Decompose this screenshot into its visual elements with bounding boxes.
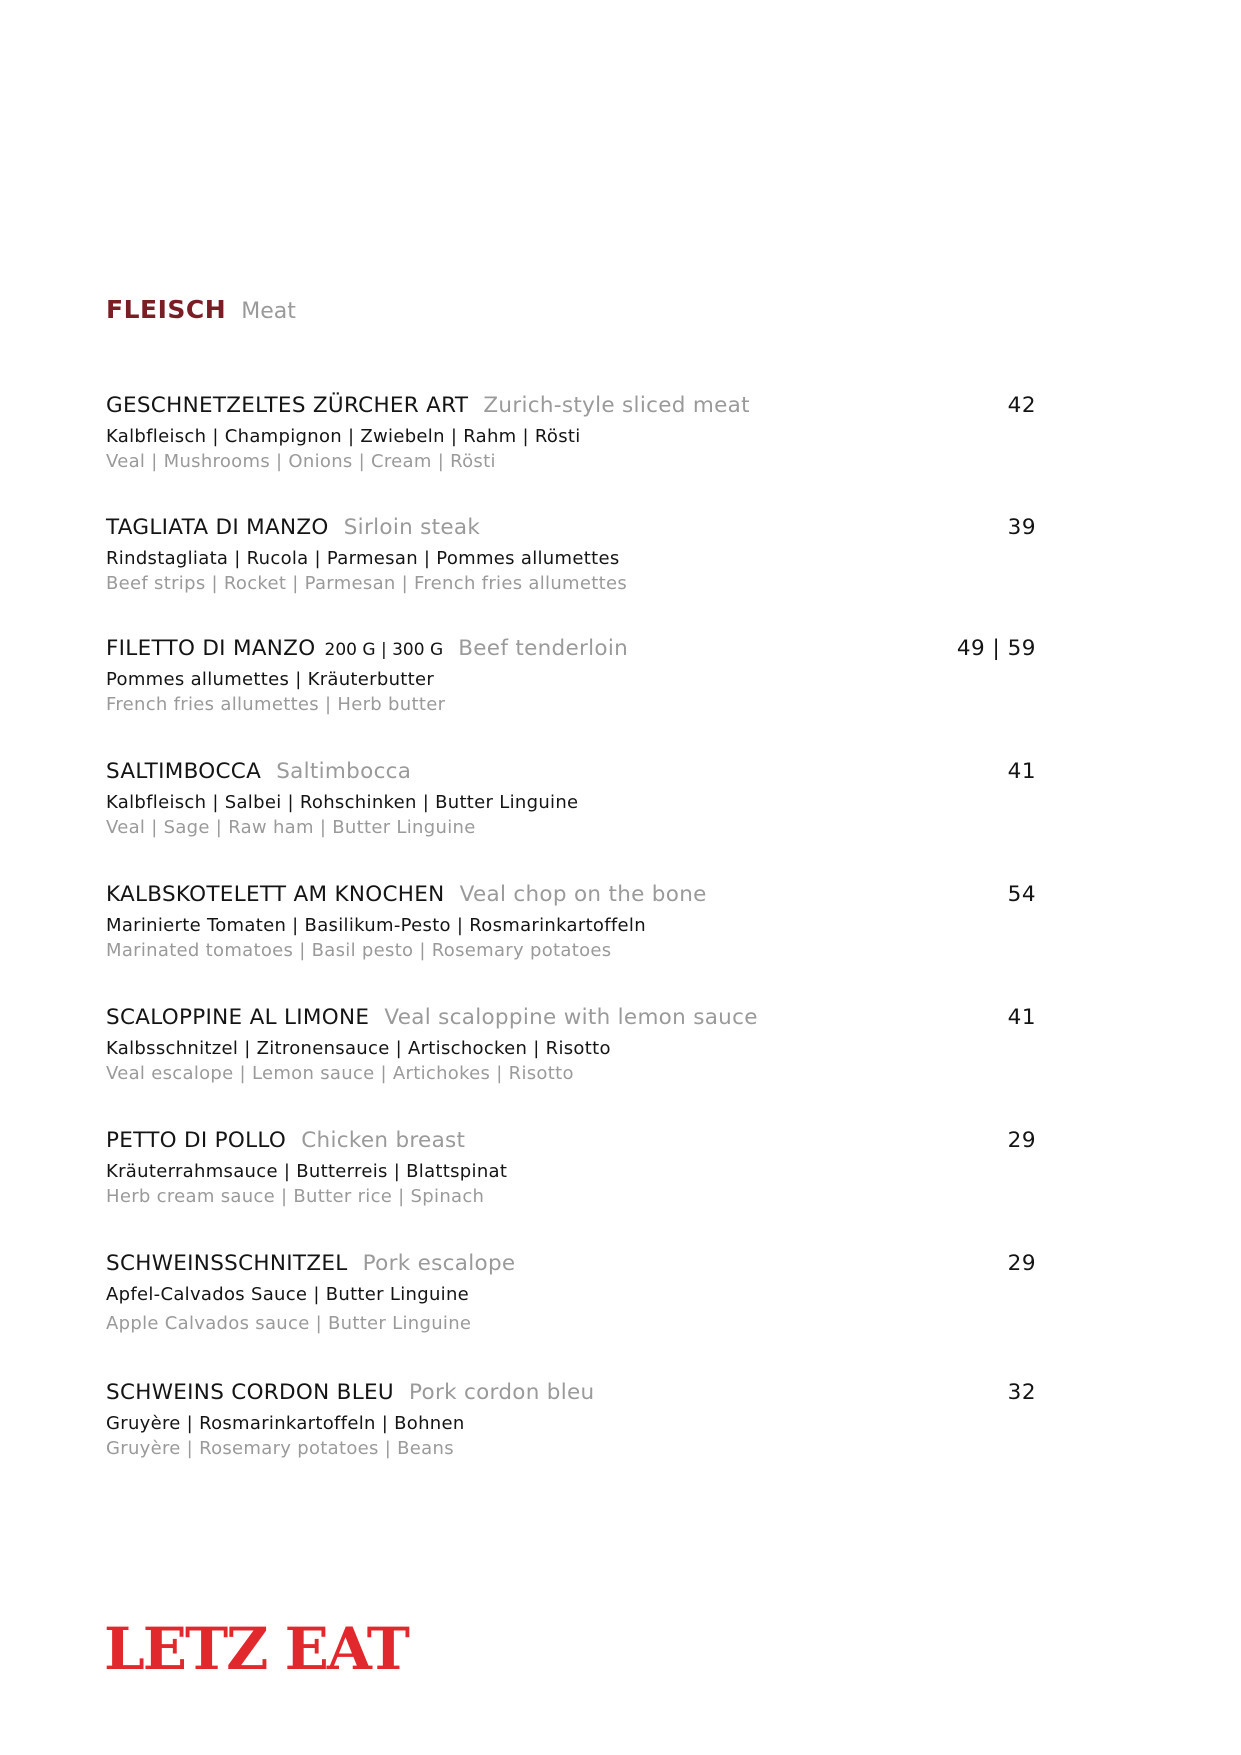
item-description: Kräuterrahmsauce | Butterreis | Blattspinat — [106, 1161, 508, 1182]
item-price: 41 — [1007, 1005, 1036, 1030]
item-description: Kalbsschnitzel | Zitronensauce | Artischocken | Risotto — [106, 1038, 611, 1059]
item-price: 54 — [1007, 882, 1036, 907]
item-description-translation: Marinated tomatoes | Basil pesto | Rosemary potatoes — [106, 940, 612, 961]
menu-item — [106, 759, 1036, 838]
section-header — [106, 295, 296, 324]
item-name-translation: Chicken breast — [301, 1128, 466, 1153]
item-name-translation: Beef tenderloin — [458, 636, 629, 661]
item-description: Rindstagliata | Rucola | Parmesan | Pommes allumettes — [106, 548, 620, 569]
item-description-translation: Apple Calvados sauce | Butter Linguine — [106, 1313, 472, 1334]
item-description-translation: Herb cream sauce | Butter rice | Spinach — [106, 1186, 485, 1207]
item-price: 29 — [1007, 1251, 1036, 1276]
menu-item — [106, 882, 1036, 961]
item-name-translation: Saltimbocca — [276, 759, 412, 784]
item-size: 200 G | 300 G — [324, 640, 444, 660]
item-name-translation: Sirloin steak — [343, 515, 481, 540]
item-description-translation: Gruyère | Rosemary potatoes | Beans — [106, 1438, 454, 1459]
menu-item-header — [106, 882, 1036, 914]
menu-item-header — [106, 515, 1036, 547]
item-description: Kalbfleisch | Salbei | Rohschinken | Butter Linguine — [106, 792, 579, 813]
item-name: KALBSKOTELETT AM KNOCHEN — [106, 882, 445, 907]
item-description: Pommes allumettes | Kräuterbutter — [106, 669, 435, 690]
item-name: SCALOPPINE AL LIMONE — [106, 1005, 370, 1030]
menu-item — [106, 393, 1036, 472]
item-description-translation: Veal | Mushrooms | Onions | Cream | Rösti — [106, 451, 496, 472]
item-description: Kalbfleisch | Champignon | Zwiebeln | Rahm | Rösti — [106, 426, 581, 447]
item-name: GESCHNETZELTES ZÜRCHER ART — [106, 393, 469, 418]
menu-item — [106, 1380, 1036, 1459]
menu-item-header — [106, 1005, 1036, 1037]
menu-item — [106, 515, 1036, 594]
item-description-translation: Veal | Sage | Raw ham | Butter Linguine — [106, 817, 476, 838]
item-name-translation: Veal chop on the bone — [459, 882, 707, 907]
menu-item-header — [106, 759, 1036, 791]
section-title: FLEISCH — [106, 295, 227, 324]
item-description-translation: Veal escalope | Lemon sauce | Artichokes | Risotto — [106, 1063, 574, 1084]
item-price: 32 — [1007, 1380, 1036, 1405]
item-name: TAGLIATA DI MANZO — [106, 515, 329, 540]
brand-logo: LETZ EAT — [104, 1615, 408, 1683]
item-name: FILETTO DI MANZO — [106, 636, 316, 661]
item-description: Marinierte Tomaten | Basilikum-Pesto | Rosmarinkartoffeln — [106, 915, 646, 936]
item-description: Gruyère | Rosmarinkartoffeln | Bohnen — [106, 1413, 465, 1434]
item-price: 41 — [1007, 759, 1036, 784]
item-price: 49 | 59 — [956, 636, 1036, 661]
menu-item — [106, 1005, 1036, 1084]
menu-item-header — [106, 636, 1036, 668]
section-subtitle: Meat — [241, 299, 296, 324]
item-name-translation: Zurich-style sliced meat — [483, 393, 750, 418]
menu-item — [106, 1128, 1036, 1207]
item-name: PETTO DI POLLO — [106, 1128, 287, 1153]
item-name: SALTIMBOCCA — [106, 759, 262, 784]
item-name-translation: Pork cordon bleu — [409, 1380, 595, 1405]
item-name-translation: Pork escalope — [362, 1251, 516, 1276]
item-name: SCHWEINS CORDON BLEU — [106, 1380, 394, 1405]
menu-item — [106, 1251, 1036, 1334]
item-price: 39 — [1007, 515, 1036, 540]
menu-item-header — [106, 1380, 1036, 1412]
menu-item — [106, 636, 1036, 715]
menu-item-header — [106, 1251, 1036, 1283]
item-name-translation: Veal scaloppine with lemon sauce — [384, 1005, 758, 1030]
item-description-translation: Beef strips | Rocket | Parmesan | French fries allumettes — [106, 573, 628, 594]
menu-item-header — [106, 1128, 1036, 1160]
item-name: SCHWEINSSCHNITZEL — [106, 1251, 348, 1276]
menu-item-header — [106, 393, 1036, 425]
item-price: 42 — [1007, 393, 1036, 418]
item-description: Apfel-Calvados Sauce | Butter Linguine — [106, 1284, 470, 1305]
item-price: 29 — [1007, 1128, 1036, 1153]
item-description-translation: French fries allumettes | Herb butter — [106, 694, 446, 715]
